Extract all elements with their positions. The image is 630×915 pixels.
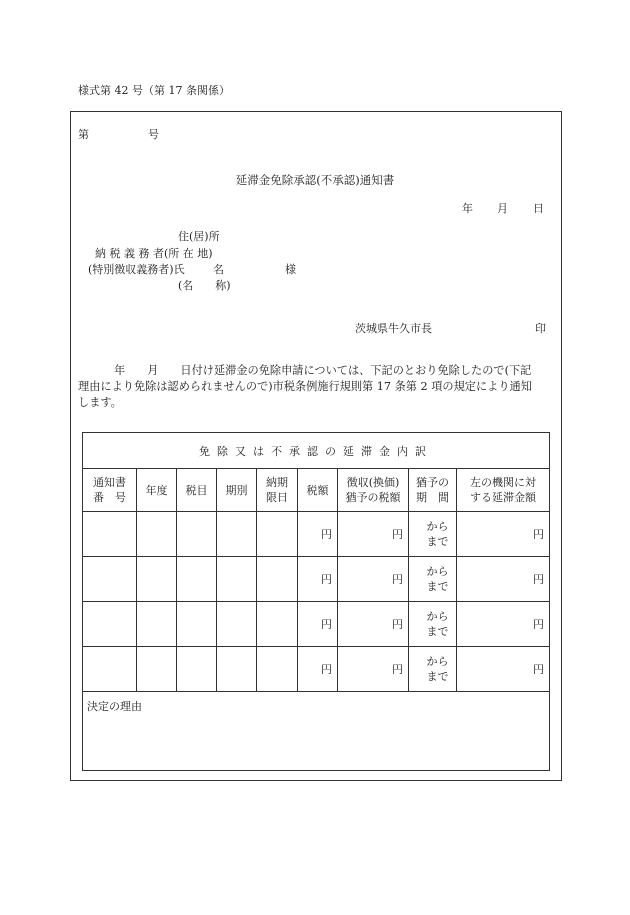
cell-delinquent-amount[interactable]: 円: [457, 557, 550, 602]
honorific-sama: 様: [285, 263, 296, 276]
notice-body: [78, 363, 554, 411]
cell-collection-amount[interactable]: 円: [338, 647, 409, 692]
date-day: 日: [533, 202, 544, 215]
cell-notice-no[interactable]: [83, 647, 137, 692]
cell-collection-amount[interactable]: 円: [338, 512, 409, 557]
header-due-date: 納期 限日: [257, 469, 298, 512]
table-row: [83, 647, 550, 692]
date-month: 月: [497, 202, 508, 215]
decision-reason-area[interactable]: [83, 692, 550, 771]
body-line-2: 理由により免除は認められませんので)市税条例施行規則第 17 条第 2 項の規定により通知: [78, 380, 532, 393]
table-row: [83, 557, 550, 602]
cell-grace-period[interactable]: から まで: [409, 602, 457, 647]
name-label: 名: [213, 263, 224, 276]
cell-tax-item[interactable]: [177, 602, 217, 647]
date-year: 年: [462, 202, 473, 215]
cell-collection-amount[interactable]: 円: [338, 602, 409, 647]
doc-number-prefix: 第: [78, 128, 89, 141]
table-row: [83, 602, 550, 647]
cell-due-date[interactable]: [257, 557, 298, 602]
cell-tax-item[interactable]: [177, 557, 217, 602]
seal-mark: 印: [535, 322, 546, 335]
special-collector-label: (特別徴収義務者)氏: [88, 263, 185, 276]
cell-year[interactable]: [137, 512, 177, 557]
table-header-row: [83, 469, 550, 512]
cell-due-date[interactable]: [257, 512, 298, 557]
body-year: 年: [114, 364, 126, 377]
delinquent-breakdown-table: [82, 432, 550, 771]
cell-year[interactable]: [137, 557, 177, 602]
cell-year[interactable]: [137, 647, 177, 692]
body-line-1-text: 日付け延滞金の免除申請については、下記のとおり免除したので(下記: [180, 364, 532, 377]
taxpayer-address-label: 住(居)所: [178, 230, 220, 243]
corporate-name-label: (名 称): [178, 279, 231, 292]
cell-tax-amount[interactable]: 円: [298, 647, 338, 692]
cell-delinquent-amount[interactable]: 円: [457, 512, 550, 557]
cell-grace-period[interactable]: から まで: [409, 557, 457, 602]
decision-reason-label: 決定の理由: [87, 700, 142, 713]
cell-period[interactable]: [217, 602, 257, 647]
cell-notice-no[interactable]: [83, 512, 137, 557]
cell-due-date[interactable]: [257, 647, 298, 692]
header-notice-no: 通知書 番 号: [83, 469, 137, 512]
cell-due-date[interactable]: [257, 602, 298, 647]
header-year: 年度: [137, 469, 177, 512]
header-tax-item: 税目: [177, 469, 217, 512]
cell-grace-period[interactable]: から まで: [409, 647, 457, 692]
cell-collection-amount[interactable]: 円: [338, 557, 409, 602]
cell-tax-amount[interactable]: 円: [298, 602, 338, 647]
document-number: [78, 126, 159, 142]
taxpayer-label: 納 税 義 務 者(所 在 地): [95, 247, 213, 260]
cell-grace-period[interactable]: から まで: [409, 512, 457, 557]
doc-number-suffix: 号: [148, 128, 159, 141]
cell-period[interactable]: [217, 557, 257, 602]
header-grace-period: 猶予の 期 間: [409, 469, 457, 512]
table-row: [83, 512, 550, 557]
cell-delinquent-amount[interactable]: 円: [457, 602, 550, 647]
body-line-1: [78, 363, 554, 379]
form-label: 様式第 42 号（第 17 条関係）: [78, 84, 230, 97]
issuer-mayor: 茨城県牛久市長: [355, 322, 432, 335]
cell-delinquent-amount[interactable]: 円: [457, 647, 550, 692]
header-tax-amount: 税額: [298, 469, 338, 512]
cell-tax-amount[interactable]: 円: [298, 512, 338, 557]
cell-notice-no[interactable]: [83, 557, 137, 602]
cell-tax-item[interactable]: [177, 647, 217, 692]
table-title: 免除又は不承認の延滞金内訳: [83, 433, 550, 469]
header-collection-amount: 徴収(換価) 猶予の税額: [338, 469, 409, 512]
header-period: 期別: [217, 469, 257, 512]
document-title: 延滞金免除承認(不承認)通知書: [235, 173, 395, 187]
body-line-3: します。: [78, 396, 122, 409]
cell-notice-no[interactable]: [83, 602, 137, 647]
cell-period[interactable]: [217, 647, 257, 692]
cell-tax-item[interactable]: [177, 512, 217, 557]
body-month: 月: [147, 364, 159, 377]
header-delinquent-amount: 左の機関に対 する延滞金額: [457, 469, 550, 512]
cell-year[interactable]: [137, 602, 177, 647]
cell-tax-amount[interactable]: 円: [298, 557, 338, 602]
cell-period[interactable]: [217, 512, 257, 557]
